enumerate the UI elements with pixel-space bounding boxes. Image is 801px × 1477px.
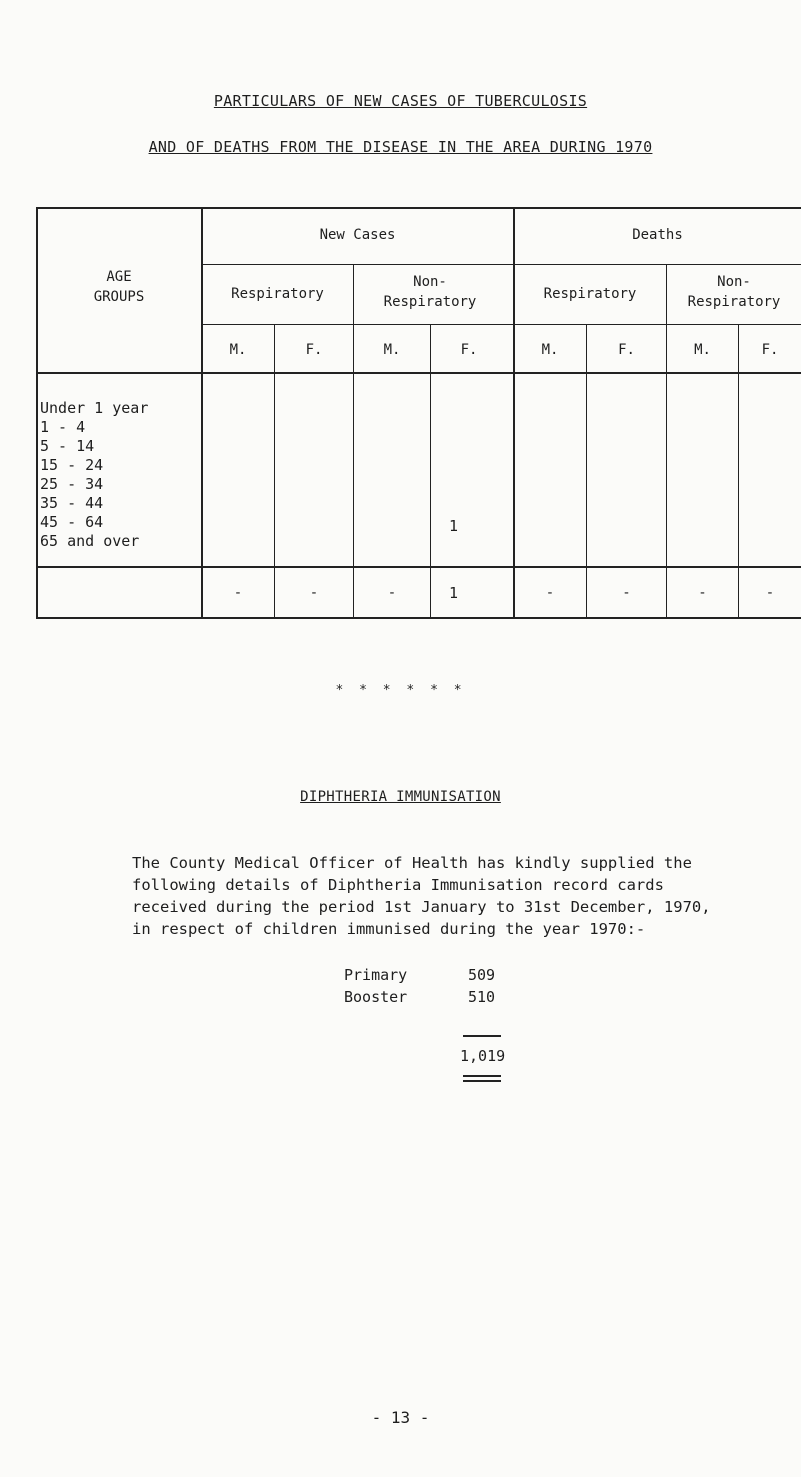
col-divider-mf-3 <box>586 324 587 618</box>
age-group: 65 and over <box>40 532 140 550</box>
table-bottom-border <box>36 617 801 619</box>
immunisation-heading: DIPHTHERIA IMMUNISATION <box>300 789 501 805</box>
title-line-2: AND OF DEATHS FROM THE DISEASE IN THE AREA DURING 1970 <box>148 138 653 156</box>
age-group: 1 - 4 <box>40 418 86 436</box>
col-divider-deaths-resp <box>666 264 667 618</box>
col-divider-age <box>201 207 203 618</box>
age-group: Under 1 year <box>40 399 149 417</box>
col-divider-newcases-deaths <box>513 207 515 618</box>
new-cases-header: New Cases <box>319 227 396 243</box>
primary-value: 509 <box>468 966 496 984</box>
sex-label: F. <box>618 342 635 358</box>
paragraph-line: received during the period 1st January to 31st December, 1970, <box>132 898 711 916</box>
total-cell: - <box>765 585 775 601</box>
total-cell: - <box>233 585 243 601</box>
immunisation-paragraph <box>132 852 792 940</box>
sex-label: M. <box>541 342 559 358</box>
age-group: 5 - 14 <box>40 437 95 455</box>
age-group: 45 - 64 <box>40 513 104 531</box>
total-cell: - <box>545 585 555 601</box>
sex-label: M. <box>229 342 247 358</box>
new-respiratory-header: Respiratory <box>231 286 324 302</box>
double-underline-bottom <box>463 1080 501 1082</box>
table-top-border <box>36 207 801 209</box>
sex-label: M. <box>383 342 401 358</box>
col-divider-mf-1 <box>274 324 275 618</box>
age-groups-list <box>40 399 148 551</box>
total-cell: - <box>622 585 631 601</box>
deaths-respiratory-header: Respiratory <box>543 286 637 302</box>
sex-label: M. <box>694 342 711 358</box>
sex-label: F. <box>305 342 323 358</box>
title-line-1: PARTICULARS OF NEW CASES OF TUBERCULOSIS <box>213 92 588 110</box>
table-sexheader-line <box>201 324 801 325</box>
sum-underline <box>463 1035 501 1037</box>
data-entry-45-64-nonresp-f: 1 <box>448 517 459 535</box>
total-cell: - <box>309 585 319 601</box>
col-divider-mf-4 <box>738 324 739 618</box>
table-subheader-line <box>201 264 801 265</box>
age-group: 15 - 24 <box>40 456 104 474</box>
booster-value: 510 <box>468 988 496 1006</box>
age-groups-header: AGE GROUPS <box>93 269 145 305</box>
separator-asterisks: * * * * * * <box>335 683 466 698</box>
age-group: 35 - 44 <box>40 494 104 512</box>
col-divider-mf-2 <box>430 324 431 618</box>
new-non-respiratory-header: Non- Respiratory <box>383 274 477 310</box>
deaths-header: Deaths <box>632 227 683 243</box>
total-cell: - <box>387 585 397 601</box>
col-divider-new-resp <box>353 264 354 618</box>
table-body-top-line <box>36 372 801 374</box>
page-number: - 13 - <box>371 1408 430 1427</box>
paragraph-line: following details of Diphtheria Immunisation record cards <box>132 876 664 894</box>
immunisation-total: 1,019 <box>460 1047 506 1065</box>
paragraph-line: The County Medical Officer of Health has kindly supplied the <box>132 854 692 872</box>
age-group: 25 - 34 <box>40 475 104 493</box>
sex-label: F. <box>761 342 779 358</box>
booster-label: Booster <box>344 988 408 1006</box>
total-cell: 1 <box>448 584 459 602</box>
primary-label: Primary <box>344 966 408 984</box>
table-body-bottom-line <box>36 566 801 568</box>
sex-label: F. <box>460 342 478 358</box>
paragraph-line: in respect of children immunised during the year 1970:- <box>132 920 646 938</box>
total-cell: - <box>698 585 707 601</box>
deaths-non-respiratory-header: Non- Respiratory <box>687 274 781 310</box>
double-underline-top <box>463 1075 501 1077</box>
